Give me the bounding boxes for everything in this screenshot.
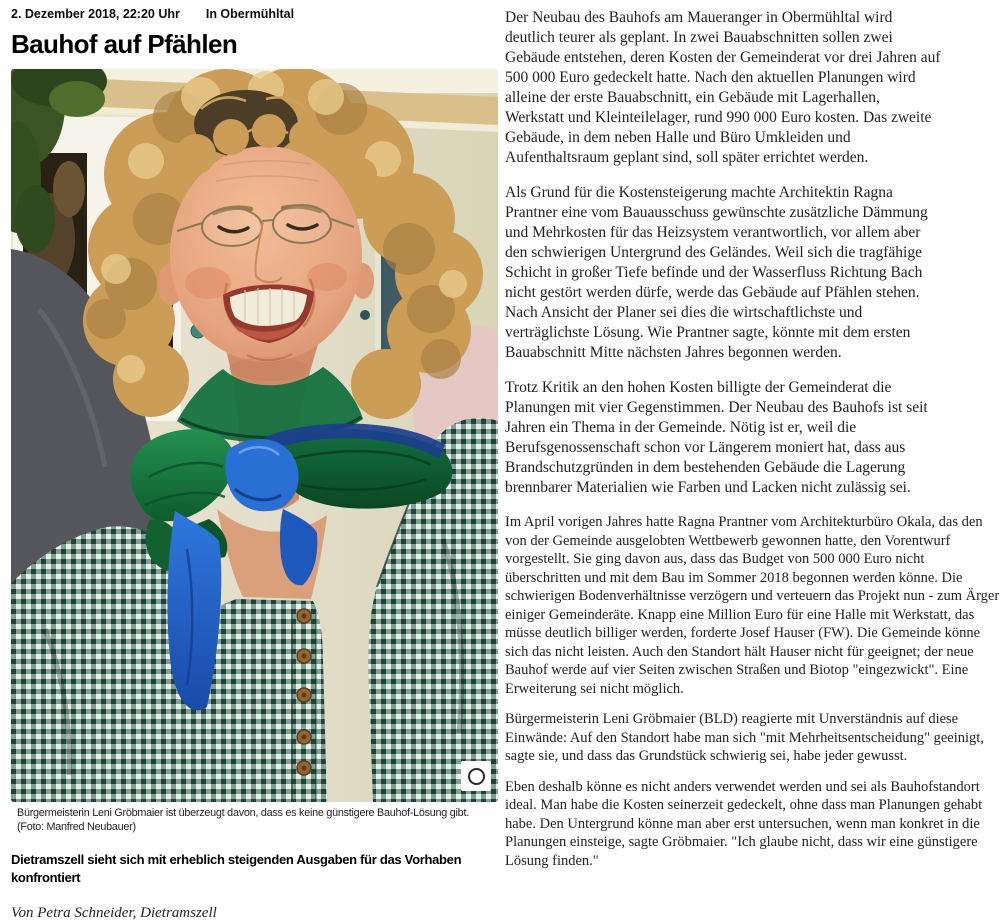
- paragraph: Im April vorigen Jahres hatte Ragna Prantner vom Architekturbüro Okala, das den von der Gemeinde ausgelobten Wettbewerb gewonnen hatte, den Vorentwurf vorgestellt. Sie ging davon aus, dass das Budget von 500 000 Euro nicht überschritten und mit dem Bau im Sommer 2018 begonnen werden könne. Die schwierigen Bodenverhältnisse verzögern und verteuern das Projekt nun - zum Ärger einiger Gemeinderäte. Knapp eine Million Euro für eine Halle mit Werkstatt, das müsse deutlich billiger werden, forderte Josef Hauser (FW). Die Gemeinde könne sich das nicht leisten. Auch den Standort hält Hauser nicht für geeignet; der neue Bauhof werde auf vier Seiten zwischen Straßen und Biotop "eingezwickt". Eine Erweiterung sei nicht möglich.: [505, 514, 1000, 697]
- subheadline: Dietramszell sieht sich mit erheblich steigenden Ausgaben für das Vorhaben konfrontiert: [11, 852, 462, 885]
- location-tag: In Obermühltal: [205, 7, 295, 21]
- paragraph: Der Neubau des Bauhofs am Maueranger in Obermühltal wird deutlich teurer als geplant. In zwei Bauabschnitten sollen zwei Gebäude entstehen, deren Kosten der Gemeinderat vor drei Jahren auf 500 000 Euro gedeckelt hatte. Nach den aktuellen Planungen wird alleine der erste Bauabschnitt, ein Gebäude mit Lagerhallen, Werkstatt und Kleinteilelager, rund 990 000 Euro kosten. Das zweite Gebäude, in dem neben Halle und Büro Umkleiden und Aufenthaltsraum geplant sind, soll später errichtet werden.: [505, 9, 941, 166]
- paragraph: Bürgermeisterin Leni Gröbmaier (BLD) reagierte mit Unverständnis auf diese Einwände: Auf den Standort habe man sich "mit Mehrheitsentscheidung" geeinigt, sagte sie, und dass das Grundstück schwierig sei, habe jeder gewusst.: [505, 711, 984, 764]
- ring-icon: [468, 768, 485, 785]
- photo-credit: (Foto: Manfred Neubauer): [17, 820, 136, 833]
- photo-caption-block: [11, 807, 498, 834]
- article-header-column: [11, 7, 498, 921]
- photo-zoom-button[interactable]: [461, 761, 491, 791]
- publish-date: 2. Dezember 2018, 22:20 Uhr: [11, 7, 180, 21]
- paragraph: Als Grund für die Kostensteigerung machte Architektin Ragna Prantner eine vom Bauausschuss gewünschte zusätzliche Dämmung und Mehrkosten für das Heizsystem verantwortlich, vor allem aber den schwierigen Untergrund des Geländes. Weil sich die tragfähige Schicht in großer Tiefe befinde und der Wasserfluss Richtung Bach nicht gestört werden dürfe, werde das Gebäude auf Pfählen stehen. Nach Ansicht der Planer sei dies die wirtschaftlichste und verträglichste Lösung. Wie Prantner sagte, könnte mit dem ersten Bauabschnitt Mitte nächsten Jahres begonnen werden.: [505, 184, 928, 361]
- article-meta: [11, 7, 498, 21]
- article-body: [505, 8, 1000, 882]
- article-photo[interactable]: [11, 69, 498, 802]
- byline: Von Petra Schneider, Dietramszell: [11, 905, 217, 921]
- portrait-photo-illustration: [11, 69, 498, 802]
- paragraph: Eben deshalb könne es nicht anders verwendet werden und sei als Bauhofstandort ideal. Man habe die Kosten seinerzeit gedeckelt, ohne dass man Planungen gehabt habe. Den Untergrund könne man aber erst untersuchen, wenn man konkret in die Planungen einsteige, sagte Gröbmaier. "Ich glaube nicht, dass wir eine günstigere Lösung finden.": [505, 778, 983, 869]
- earring: [360, 310, 370, 320]
- paragraph: Trotz Kritik an den hohen Kosten billigte der Gemeinderat die Planungen mit vier Gegenstimmen. Der Neubau des Bauhofs ist seit Jahren ein Thema in der Gemeinde. Nötig ist er, weil die Berufsgenossenschaft schon vor Längerem moniert hat, dass aus Brandschutzgründen in dem bestehenden Gebäude die Lagerung brennbarer Materialien wie Farben und Lacken nicht zulässig sei.: [505, 379, 928, 496]
- page-title: Bauhof auf Pfählen: [11, 29, 238, 59]
- photo-caption: Bürgermeisterin Leni Gröbmaier ist überzeugt davon, dass es keine günstigere Bauhof-Lösung gibt.: [17, 807, 469, 819]
